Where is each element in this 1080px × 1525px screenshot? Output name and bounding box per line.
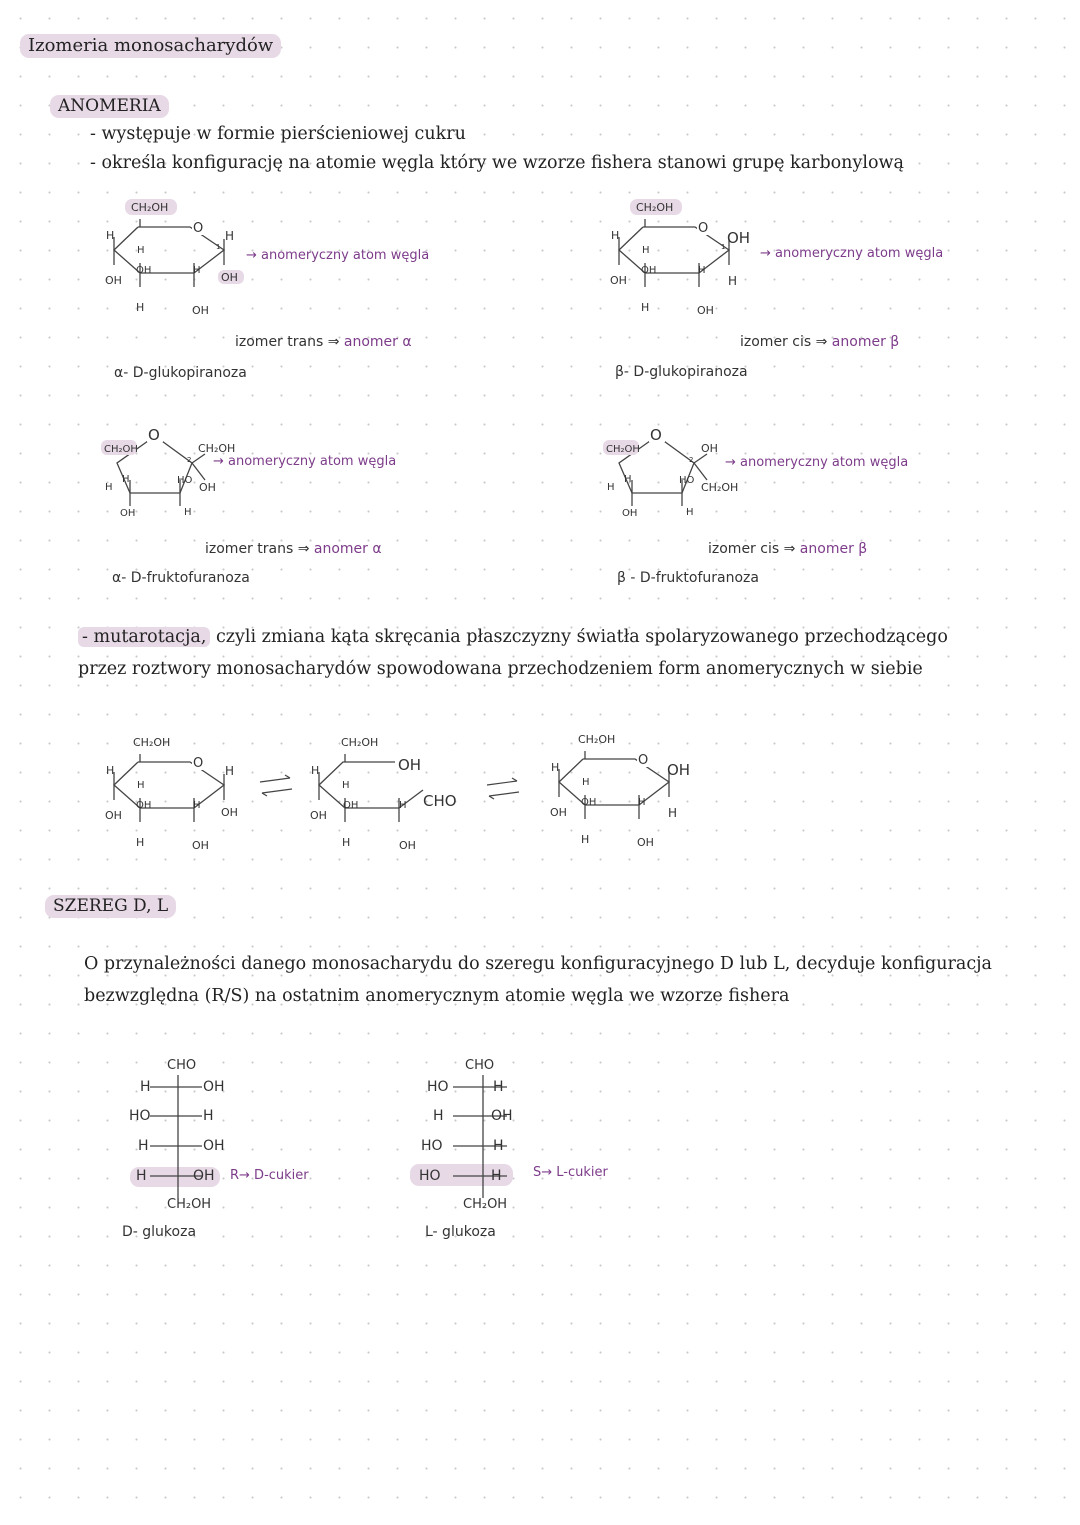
svg-text:H: H [668,806,678,820]
mutarotation-open-chain-structure [305,730,480,860]
l-glucose-name: L- glukoza [425,1224,496,1240]
svg-text:OH: OH [136,800,152,811]
svg-text:O: O [650,426,662,444]
mutarotacja-line-2: przez roztwory monosacharydów spowodowana przechodzeniem form anomerycznych w siebie [78,659,923,679]
svg-text:OH: OH [667,761,691,779]
svg-text:CH₂OH: CH₂OH [636,201,674,214]
svg-text:OH: OH [622,508,638,519]
svg-text:OH: OH [637,836,654,849]
svg-text:O: O [148,426,160,444]
svg-text:CH₂OH: CH₂OH [578,733,616,746]
svg-text:H: H [193,800,201,811]
szereg-line-2: bezwzględna (R/S) na ostatnim anomerycznym atomie węgla we wzorze fishera [84,986,790,1006]
beta-gluco-isomer: izomer cis ⇒ anomer β [740,334,900,350]
l-sugar-note: S→ L-cukier [533,1165,608,1180]
mutarotacja-line-1: - mutarotacja, czyli zmiana kąta skręcania płaszczyzny światła spolaryzowanego przechodzącego [78,627,948,647]
svg-text:CH₂OH: CH₂OH [606,444,640,455]
svg-text:O: O [698,221,709,236]
beta-fructofuranose-structure [597,418,742,528]
svg-text:OH: OH [192,839,209,852]
svg-text:H: H [624,474,632,485]
svg-text:OH: OH [221,271,238,284]
equilibrium-arrow-2 [483,777,523,801]
svg-text:CH₂OH: CH₂OH [341,736,379,749]
svg-text:HO: HO [177,475,193,486]
svg-text:OH: OH [697,304,714,317]
page-title: Izomeria monosacharydów [20,34,281,58]
svg-text:H: H [551,761,560,774]
svg-text:OH: OH [550,806,567,819]
svg-text:OH: OH [120,508,136,519]
svg-text:H: H [399,800,407,811]
svg-text:CH₂OH: CH₂OH [133,736,171,749]
svg-text:H: H [137,245,145,256]
svg-text:H: H [193,265,201,276]
beta-fructo-isomer: izomer cis ⇒ anomer β [708,541,868,557]
svg-text:H: H [311,764,320,777]
section-heading-anomeria: ANOMERIA [50,95,169,118]
mutarotation-beta-structure [545,727,705,857]
svg-text:CH₂OH: CH₂OH [198,442,236,455]
mutarotation-alpha-structure [100,730,260,860]
atom-o: O [193,221,204,236]
svg-text:2: 2 [689,456,694,464]
mutarotacja-term: - mutarotacja, [78,627,210,647]
svg-text:H: H [106,229,115,242]
svg-text:H: H [225,764,235,778]
svg-text:H: H [582,777,590,788]
svg-text:1: 1 [216,243,221,251]
l-glucose-fischer: CHO HO H H OH HO H HO H CH₂OH S→ L-cukier L- glukoza [405,1055,665,1245]
svg-text:OH: OH [105,274,122,287]
svg-text:CHO: CHO [423,792,457,810]
svg-text:H: H [184,507,192,518]
svg-text:2: 2 [187,456,192,464]
svg-text:H: H [136,301,145,314]
svg-text:OH: OH [136,265,152,276]
svg-text:H: H [698,265,706,276]
svg-text:CH₂OH: CH₂OH [104,444,138,455]
alpha-fructofuranose-structure [95,418,240,528]
alpha-glucopyranose-structure [100,195,260,325]
svg-text:H: H [105,482,113,493]
svg-text:OH: OH [727,229,751,247]
svg-text:H: H [642,245,650,256]
svg-text:H: H [581,833,590,846]
svg-text:1: 1 [721,243,726,251]
svg-text:OH: OH [343,800,359,811]
svg-text:OH: OH [398,756,422,774]
equilibrium-arrow-1 [256,774,296,798]
svg-text:OH: OH [701,442,718,455]
svg-text:H: H [638,797,646,808]
szereg-line-1: O przynależności danego monosacharydu do szeregu konfiguracyjnego D lub L, decyduje konfiguracja [84,954,992,974]
anomeria-bullet-1: - występuje w formie pierścieniowej cukru [90,124,466,144]
svg-text:O: O [193,756,204,771]
d-glucose-name: D- glukoza [122,1224,197,1240]
svg-text:H: H [106,764,115,777]
svg-text:OH: OH [199,481,216,494]
svg-text:OH: OH [221,806,238,819]
svg-text:OH: OH [310,809,327,822]
alpha-gluco-isomer: izomer trans ⇒ anomer α [235,334,412,350]
beta-fructo-name: β - D-fruktofuranoza [617,570,759,586]
svg-text:H: H [136,836,145,849]
svg-text:H: H [137,780,145,791]
beta-gluco-name: β- D-glukopiranoza [615,364,748,380]
svg-text:H: H [607,482,615,493]
svg-text:OH: OH [581,797,597,808]
svg-text:OH: OH [399,839,416,852]
d-sugar-note: R→ D-cukier [230,1168,309,1183]
svg-text:CH₂OH: CH₂OH [701,481,739,494]
beta-fructo-annotation: → anomeryczny atom węgla [725,455,909,470]
svg-text:O: O [638,753,649,768]
svg-text:H: H [611,229,620,242]
alpha-gluco-annotation: → anomeryczny atom węgla [246,248,430,263]
svg-text:H: H [122,474,130,485]
beta-glucopyranose-structure [605,195,765,325]
svg-text:OH: OH [192,304,209,317]
alpha-fructo-annotation: → anomeryczny atom węgla [213,454,397,469]
svg-text:H: H [225,229,235,243]
d-glucose-fischer: CHO H OH HO H H OH H OH CH₂OH R→ D-cukier D- glukoza [122,1058,309,1240]
alpha-fructo-name: α- D-fruktofuranoza [112,570,250,586]
svg-text:H: H [686,507,694,518]
svg-text:H: H [342,836,351,849]
svg-text:H: H [342,780,350,791]
svg-text:H: H [641,301,650,314]
anomeria-bullet-2: - określa konfigurację na atomie węgla który we wzorze fishera stanowi grupę karbonylową [90,153,904,173]
section-heading-szereg: SZEREG D, L [45,895,176,918]
svg-text:OH: OH [610,274,627,287]
svg-text:OH: OH [105,809,122,822]
alpha-gluco-name: α- D-glukopiranoza [114,365,247,381]
svg-text:OH: OH [641,265,657,276]
beta-gluco-annotation: → anomeryczny atom węgla [760,246,944,261]
alpha-fructo-isomer: izomer trans ⇒ anomer α [205,541,382,557]
svg-text:HO: HO [679,475,695,486]
svg-text:H: H [728,274,738,288]
atom-ch2oh: CH₂OH [131,201,169,214]
